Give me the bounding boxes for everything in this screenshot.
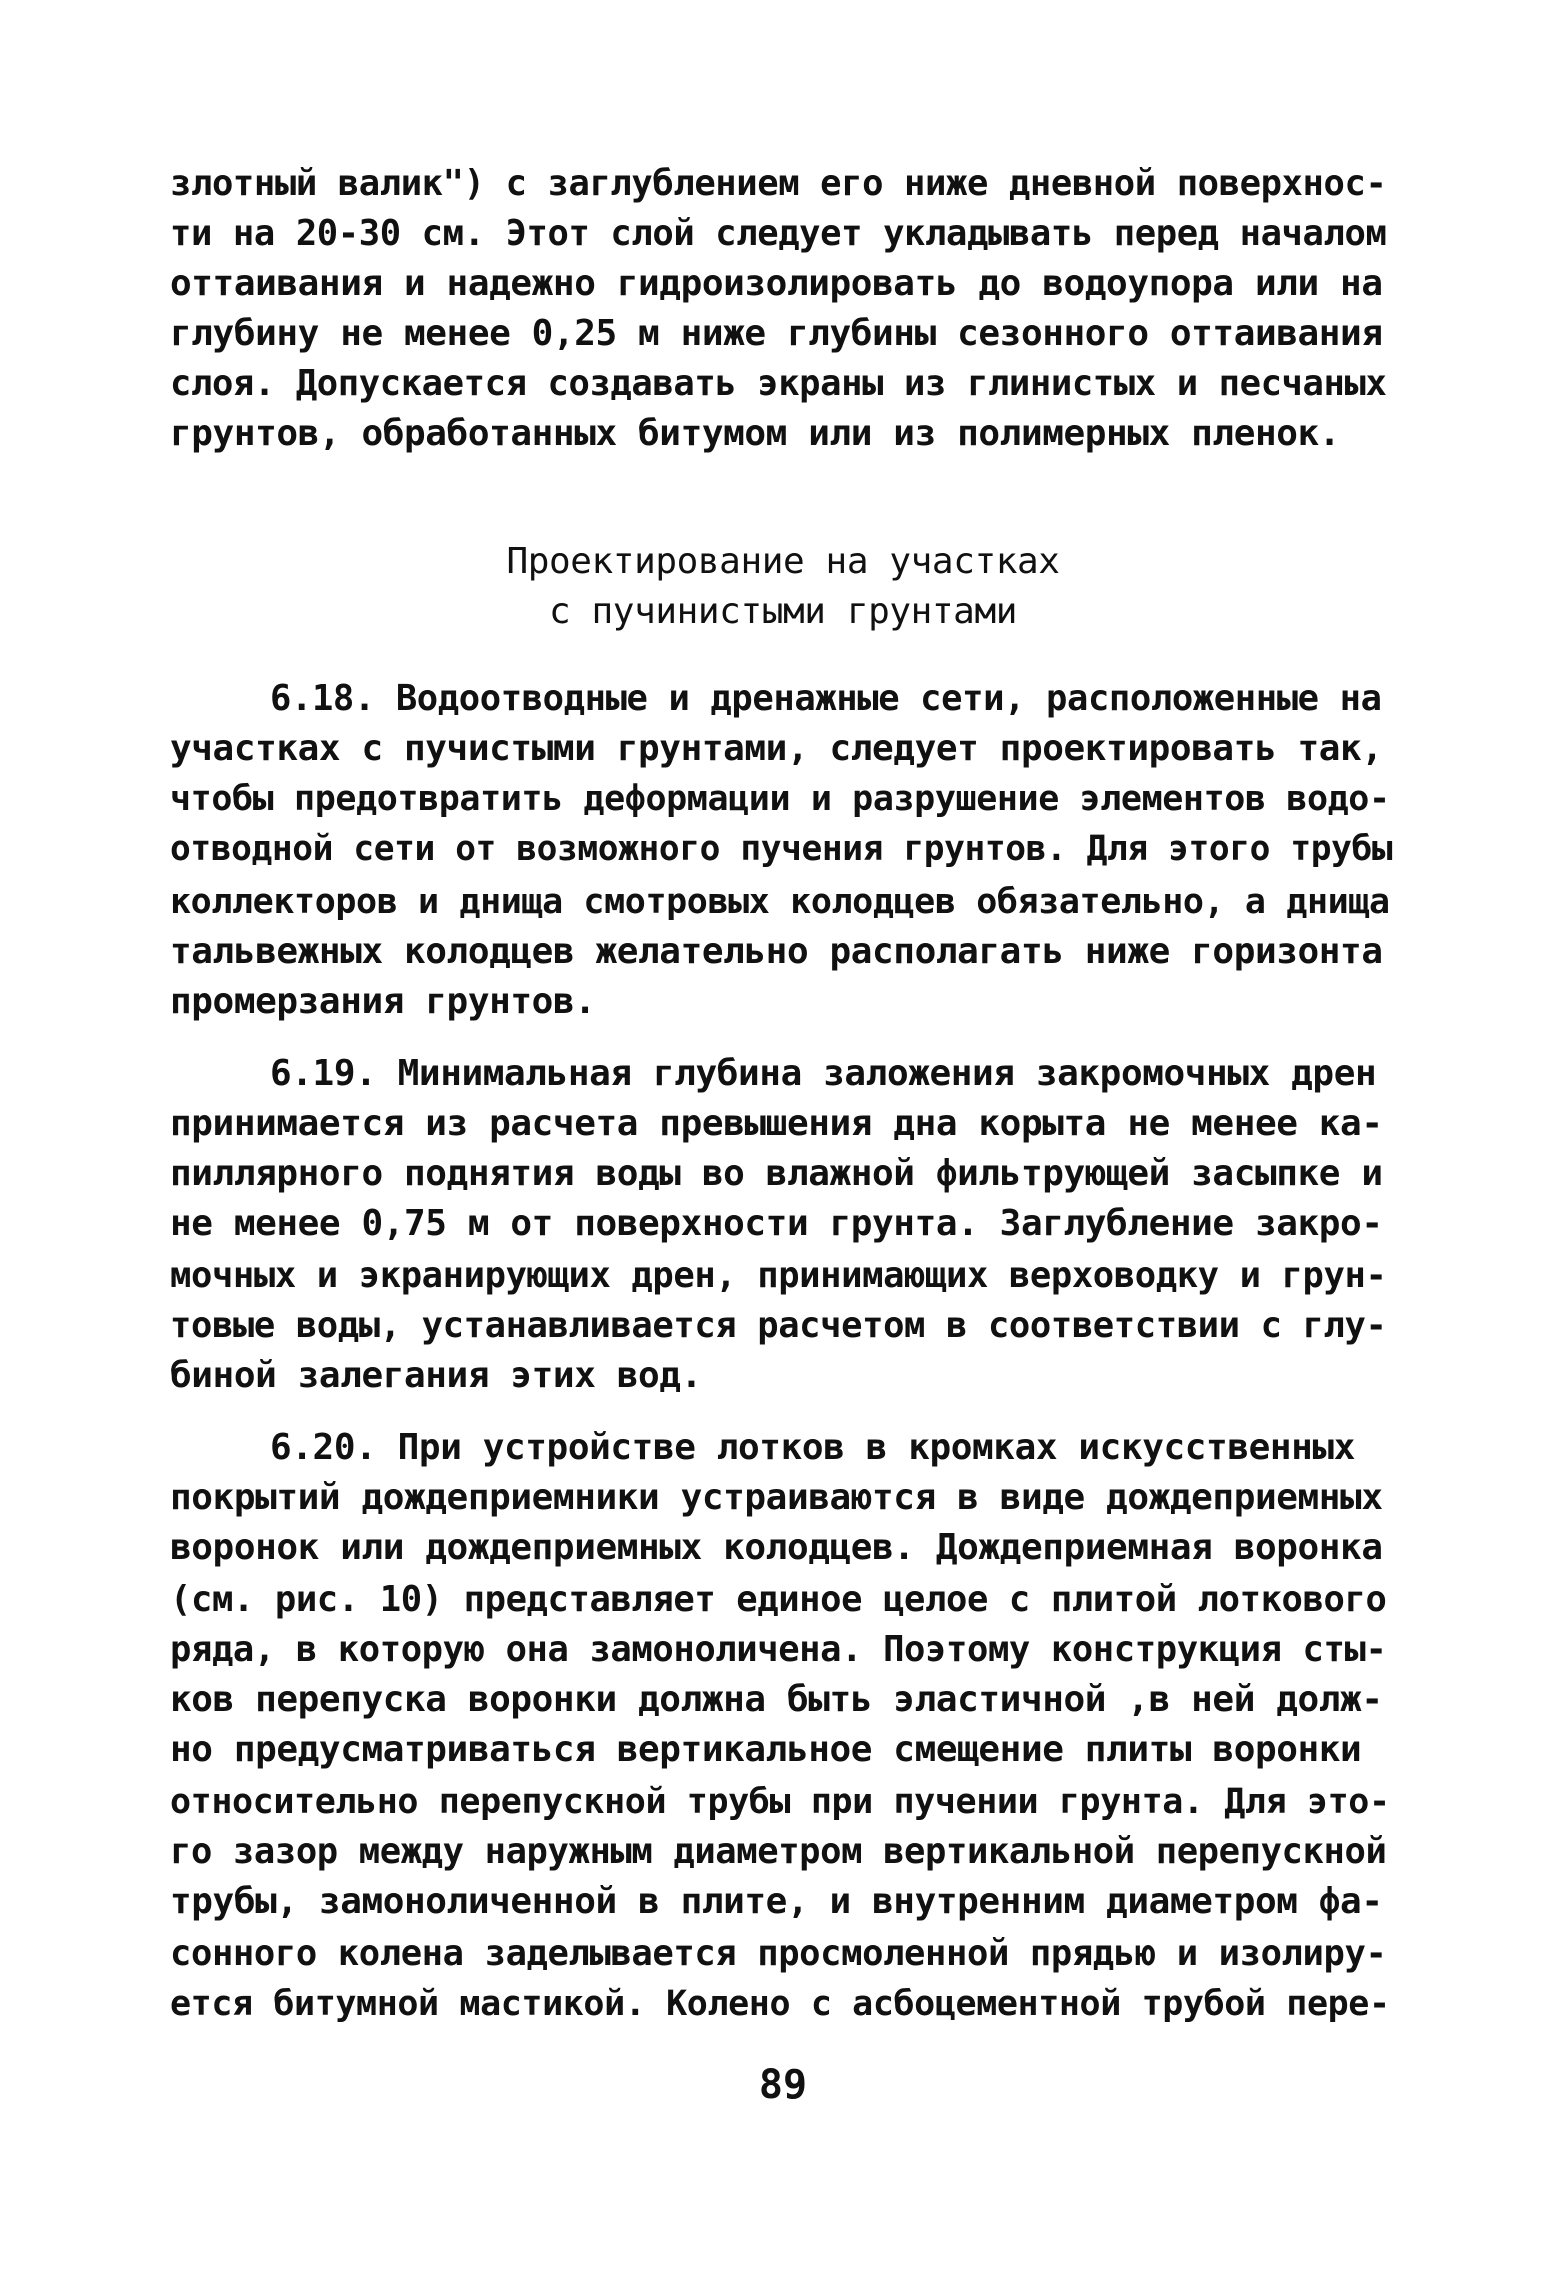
- text-line: 6.20. При устройстве лотков в кромках искусственных: [270, 1427, 1355, 1468]
- section-heading-line-2: с пучинистыми грунтами: [548, 591, 1018, 632]
- text-line: тальвежных колодцев желательно располагать ниже горизонта: [170, 931, 1383, 972]
- text-line: участках с пучистыми грунтами, следует проектировать так,: [170, 728, 1383, 769]
- text-line: глубину не менее 0,25 м ниже глубины сезонного оттаивания: [170, 313, 1383, 354]
- text-line: принимается из расчета превышения дна корыта не менее ка-: [170, 1103, 1383, 1144]
- text-line: чтобы предотвратить деформации и разрушение элементов водо-: [170, 779, 1390, 819]
- text-line: ется битумной мастикой. Колено с асбоцементной трубой пере-: [170, 1984, 1390, 2024]
- text-line: (см. рис. 10) представляет единое целое с плитой лоткового: [170, 1579, 1387, 1620]
- text-line: биной залегания этих вод.: [170, 1355, 702, 1396]
- text-line: товые воды, устанавливается расчетом в соответствии с глу-: [170, 1305, 1387, 1346]
- text-line: коллекторов и днища смотровых колодцев обязательно, а днища: [170, 882, 1390, 922]
- section-heading-line-1: Проектирование на участках: [506, 541, 1060, 582]
- text-line: злотный валик") с заглублением его ниже дневной поверхнос-: [170, 163, 1387, 204]
- text-line: воронок или дождеприемных колодцев. Дождеприемная воронка: [170, 1527, 1383, 1568]
- text-line: оттаивания и надежно гидроизолировать до водоупора или на: [170, 263, 1383, 304]
- text-line: покрытий дождеприемники устраиваются в виде дождеприемных: [170, 1477, 1383, 1518]
- page-number: 89: [758, 2062, 808, 2108]
- text-line: го зазор между наружным диаметром вертикальной перепускной: [170, 1831, 1387, 1872]
- text-line: грунтов, обработанных битумом или из полимерных пленок.: [170, 413, 1341, 454]
- text-line: ти на 20-30 см. Этот слой следует укладывать перед началом: [170, 213, 1387, 254]
- text-line: но предусматриваться вертикальное смещение плиты воронки: [170, 1729, 1362, 1770]
- text-line: пиллярного поднятия воды во влажной фильтрующей засыпке и: [170, 1153, 1383, 1194]
- text-line: 6.18. Водоотводные и дренажные сети, расположенные на: [270, 678, 1382, 719]
- text-line: ков перепуска воронки должна быть эластичной ,в ней долж-: [170, 1679, 1383, 1720]
- text-line: относительно перепускной трубы при пучении грунта. Для это-: [170, 1782, 1390, 1822]
- text-line: промерзания грунтов.: [170, 981, 596, 1022]
- text-line: отводной сети от возможного пучения грунтов. Для этого трубы: [170, 829, 1393, 869]
- text-line: не менее 0,75 м от поверхности грунта. Заглубление закро-: [170, 1203, 1383, 1244]
- text-line: 6.19. Минимальная глубина заложения закромочных дрен: [270, 1053, 1377, 1094]
- text-line: ряда, в которую она замоноличена. Поэтому конструкция сты-: [170, 1629, 1387, 1670]
- text-line: мочных и экранирующих дрен, принимающих верховодку и грун-: [170, 1255, 1387, 1296]
- text-line: сонного колена заделывается просмоленной прядью и изолиру-: [170, 1933, 1387, 1974]
- text-line: слоя. Допускается создавать экраны из глинистых и песчаных: [170, 363, 1387, 404]
- text-line: трубы, замоноличенной в плите, и внутренним диаметром фа-: [170, 1881, 1383, 1922]
